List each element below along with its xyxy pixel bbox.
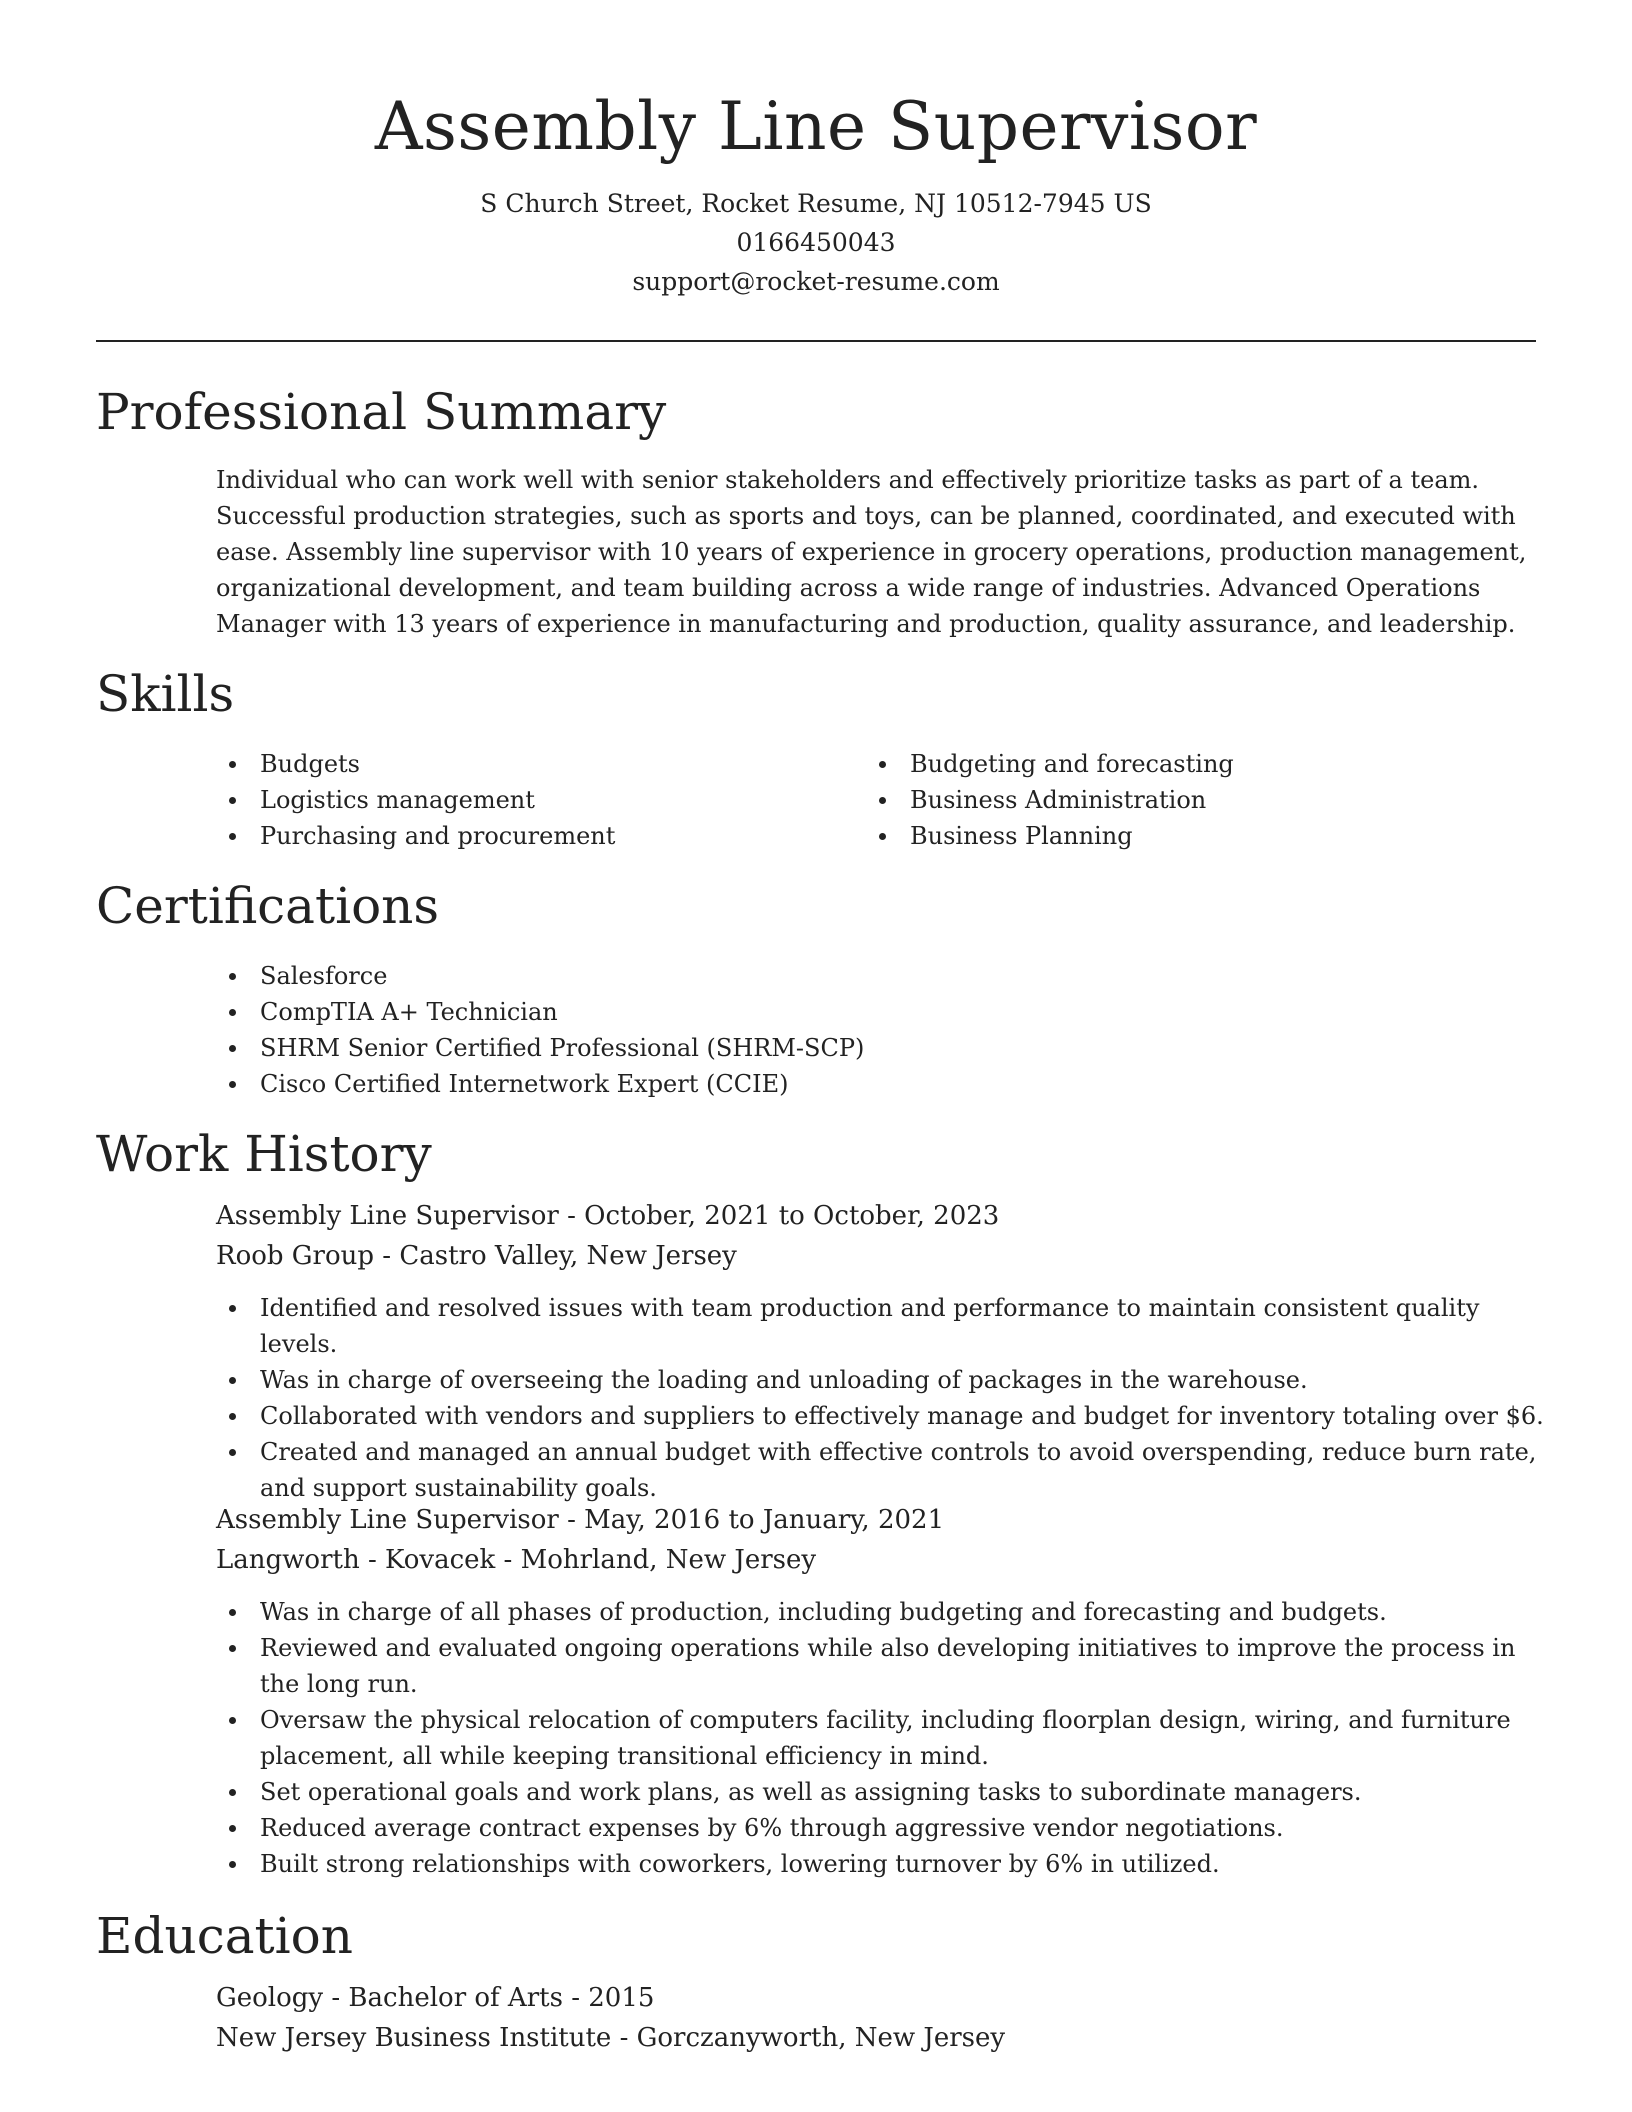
work-history-heading: Work History	[96, 1125, 432, 1183]
certification-item: CompTIA A+ Technician	[216, 994, 1216, 1030]
job-duty: Was in charge of overseeing the loading and unloading of packages in the warehouse.	[216, 1362, 1546, 1398]
skills-list-left	[216, 746, 836, 854]
job-duty: Identified and resolved issues with team production and performance to maintain consistent quality levels.	[216, 1290, 1546, 1362]
job-duty: Was in charge of all phases of production, including budgeting and forecasting and budgets.	[216, 1594, 1546, 1630]
certification-item: Cisco Certified Internetwork Expert (CCIE)	[216, 1066, 1216, 1102]
skill-item: Purchasing and procurement	[216, 818, 836, 854]
job-duty: Oversaw the physical relocation of computers facility, including floorplan design, wiring, and furniture placement, all while keeping transitional efficiency in mind.	[216, 1702, 1546, 1774]
skill-item: Budgets	[216, 746, 836, 782]
job-duty: Set operational goals and work plans, as well as assigning tasks to subordinate managers.	[216, 1774, 1546, 1810]
job-company-location: Langworth - Kovacek - Mohrland, New Jersey	[216, 1545, 817, 1575]
job-duties-list	[216, 1594, 1546, 1882]
certifications-list	[216, 958, 1216, 1102]
job-duty: Reviewed and evaluated ongoing operations while also developing initiatives to improve the process in the long run.	[216, 1630, 1546, 1702]
header-divider	[96, 340, 1536, 342]
resume-header	[0, 82, 1632, 301]
degree-info: Geology - Bachelor of Arts - 2015	[216, 1983, 655, 2013]
contact-info	[0, 184, 1632, 301]
email: support@rocket-resume.com	[632, 267, 1000, 296]
job-duty: Collaborated with vendors and suppliers to effectively manage and budget for inventory totaling over $6.	[216, 1398, 1546, 1434]
candidate-name: Assembly Line Supervisor	[374, 88, 1258, 165]
job-duty: Reduced average contract expenses by 6% through aggressive vendor negotiations.	[216, 1810, 1546, 1846]
skill-item: Business Planning	[866, 818, 1486, 854]
skills-list-right	[866, 746, 1486, 854]
summary-heading: Professional Summary	[96, 383, 667, 441]
skills-heading: Skills	[96, 665, 235, 723]
job-duty: Created and managed an annual budget with effective controls to avoid overspending, reduce burn rate, and support sustainability goals.	[216, 1434, 1546, 1506]
address: S Church Street, Rocket Resume, NJ 10512-7945 US	[480, 189, 1152, 218]
certification-item: Salesforce	[216, 958, 1216, 994]
education-heading: Education	[96, 1907, 353, 1965]
job-duties-list	[216, 1290, 1546, 1506]
skill-item: Budgeting and forecasting	[866, 746, 1486, 782]
summary-text: Individual who can work well with senior stakeholders and effectively prioritize tasks as part of a team. Successful production strategies, such as sports and toys, can be planned, coordinated, and executed with ease. Assembly line supervisor with 10 years of experience in grocery operations, production management, organizational development, and team building across a wide range of industries. Advanced Operations Manager with 13 years of experience in manufacturing and production, quality assurance, and leadership.	[216, 466, 1527, 638]
phone: 0166450043	[736, 228, 896, 257]
skill-item: Logistics management	[216, 782, 836, 818]
school-info: New Jersey Business Institute - Gorczanyworth, New Jersey	[216, 2023, 1006, 2053]
job-company-location: Roob Group - Castro Valley, New Jersey	[216, 1241, 737, 1271]
job-title-dates: Assembly Line Supervisor - October, 2021 to October, 2023	[216, 1201, 1000, 1231]
skill-item: Business Administration	[866, 782, 1486, 818]
job-duty: Built strong relationships with coworkers, lowering turnover by 6% in utilized.	[216, 1846, 1546, 1882]
certifications-heading: Certifications	[96, 877, 440, 935]
job-title-dates: Assembly Line Supervisor - May, 2016 to January, 2021	[216, 1505, 945, 1535]
certification-item: SHRM Senior Certified Professional (SHRM-SCP)	[216, 1030, 1216, 1066]
